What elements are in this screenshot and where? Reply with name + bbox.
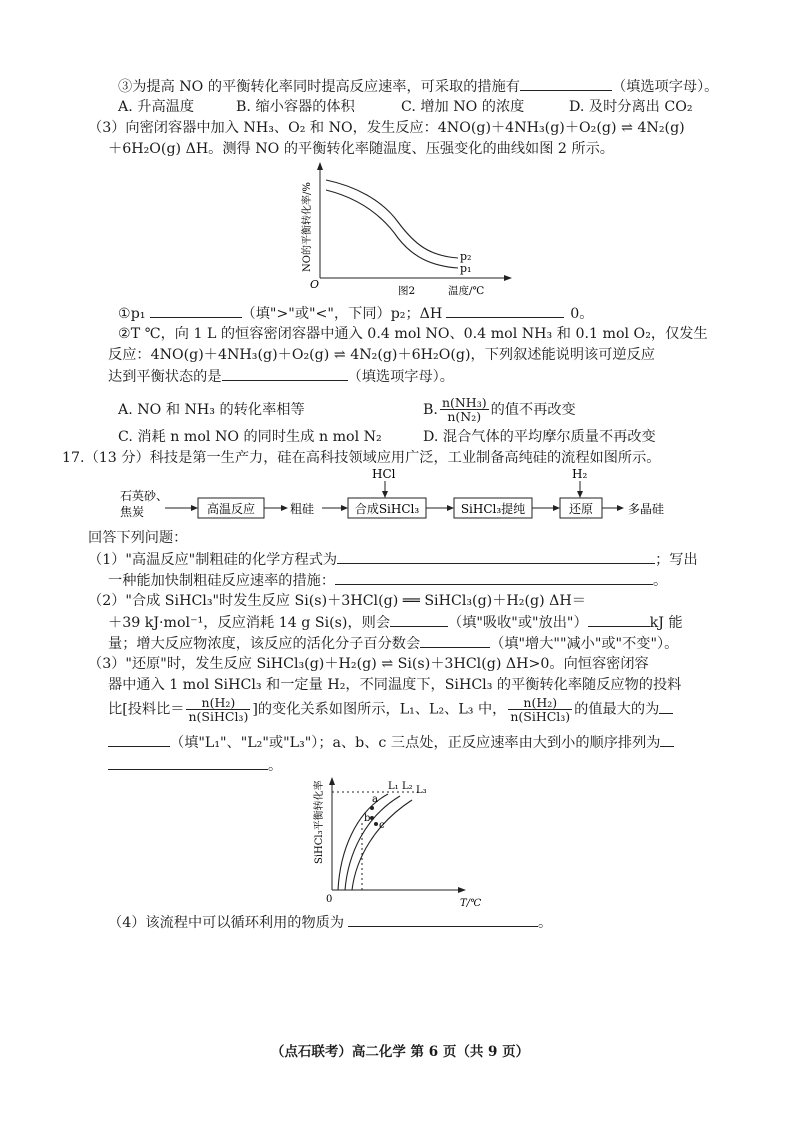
option-b: B. $\frac{\text{n(NH₃)}}{\text{n(N₂)}}$ 的值不再改变 <box>423 395 576 424</box>
flow-box2-label: 合成SiHCl₃ <box>354 502 420 516</box>
y-axis-label: SiHCl₃平衡转化率 <box>314 780 325 864</box>
q17-s2-line1: （2）"合成 SiHCl₃"时发生反应 Si(s)＋3HCl(g) ══ SiHCl₃(g)＋H₂(g) ΔH＝ <box>88 593 586 609</box>
q16-part3: ③为提高 NO 的平衡转化率同时提高反应速率，可采取的措施有 （填选项字母）。 <box>118 76 718 97</box>
q16-q1: ①p₁ （填">"或"<"，下同）p₂；ΔH 0。 <box>118 303 594 324</box>
point-a <box>370 806 374 810</box>
flow-box3-label: SiHCl₃提纯 <box>460 502 526 516</box>
q17-s1-line1: （1）"高温反应"制粗硅的化学方程式为 ；写出 <box>88 549 698 570</box>
figure-3-chart <box>300 772 500 912</box>
x-axis-label: 温度/℃ <box>448 285 485 297</box>
curve-L2 <box>345 796 400 890</box>
q16-q2-line1: ②T ℃，向 1 L 的恒容密闭容器中通入 0.4 mol NO、0.4 mol NH₃ 和 0.1 mol O₂，仅发生 <box>118 326 708 342</box>
x-axis-arrow <box>458 887 466 893</box>
answer-blank[interactable] <box>420 633 490 648</box>
origin-label: 0 <box>326 894 333 905</box>
option-d: D. 混合气体的平均摩尔质量不再改变 <box>423 429 656 445</box>
answer-blank[interactable] <box>337 549 655 564</box>
q17-s1-line2: 一种能加快制粗硅反应速率的措施： 。 <box>108 570 667 591</box>
flow-input-line2: 焦炭 <box>120 505 145 519</box>
q17-s3-line5: 。 <box>108 755 282 776</box>
curve-L1 <box>338 794 388 890</box>
answer-blank[interactable] <box>520 76 612 91</box>
q17-s4: （4）该流程中可以循环利用的物质为 。 <box>108 912 552 933</box>
y-axis-arrow <box>329 777 335 785</box>
flow-box4-label: 还原 <box>568 502 594 516</box>
flow-h2: H₂ <box>572 467 588 481</box>
label-L3: L₃ <box>416 785 427 796</box>
answer-blank[interactable] <box>108 755 268 770</box>
option-d: D. 及时分离出 CO₂ <box>569 99 693 115</box>
answer-blank[interactable] <box>659 699 673 714</box>
q16-sub3-line1: （3）向密闭容器中加入 NH₃、O₂ 和 NO，发生反应：4NO(g)＋4NH₃(g)＋O₂(g) ⇌ 4N₂(g) <box>88 120 685 136</box>
label-L1: L₁ <box>388 781 399 792</box>
option-c: C. 增加 NO 的浓度 <box>401 99 525 115</box>
option-c: C. 消耗 n mol NO 的同时生成 n mol N₂ <box>118 429 382 445</box>
answer-blank[interactable] <box>222 366 348 381</box>
q17-s3-line4: （填"L₁"、"L₂"或"L₃"）；a、b、c 三点处，正反应速率由大到小的顺序排列为 <box>108 732 674 753</box>
answer-blank[interactable] <box>348 912 538 927</box>
figure-caption: 图2 <box>398 285 416 297</box>
answer-blank[interactable] <box>390 612 448 627</box>
answer-blank[interactable] <box>660 732 674 747</box>
q17-answer-prompt: 回答下列问题： <box>88 530 188 546</box>
q17-s3-line3: 比[投料比＝ $\frac{\text{n(H₂)}}{\text{n(SiHCl₃)}}$ ]的变化关系如图所示，L₁、L₂、L₃ 中， $\frac{\text{n(H₂)}}{\text{n(SiHCl₃)}}$ 的值最大的为 <box>108 696 673 723</box>
q16-opt-row1 <box>118 396 576 423</box>
label-p2: p₂ <box>460 250 472 263</box>
x-axis-arrow <box>504 275 512 281</box>
flow-hcl: HCl <box>372 467 396 481</box>
curve-p1 <box>326 190 458 268</box>
q17-flowchart <box>110 466 730 526</box>
answer-blank[interactable] <box>446 303 564 318</box>
y-axis-arrow <box>317 162 323 170</box>
origin-label: O <box>310 278 320 291</box>
q16-sub3-line2: ＋6H₂O(g) ΔH。测得 NO 的平衡转化率随温度、压强变化的曲线如图 2 所示。 <box>108 141 614 157</box>
q17-s2-line2: ＋39 kJ·mol⁻¹，反应消耗 14 g Si(s)，则会 （填"吸收"或"放出"） kJ 能 <box>108 612 683 633</box>
q16-q2-line3: 达到平衡状态的是 （填选项字母）。 <box>108 366 454 387</box>
flow-box1-label: 高温反应 <box>206 502 256 516</box>
q16-options <box>118 97 693 117</box>
answer-blank[interactable] <box>150 303 242 318</box>
page-footer: （点石联考）高二化学 第 6 页（共 9 页） <box>270 1044 530 1060</box>
q17-s3-line1: （3）"还原"时，发生反应 SiHCl₃(g)＋H₂(g) ⇌ Si(s)＋3HCl(g) ΔH>0。向恒容密闭容 <box>88 656 649 672</box>
x-axis-label: T/℃ <box>460 898 482 909</box>
option-b: B. 缩小容器的体积 <box>236 99 355 115</box>
label-a: a <box>372 794 378 805</box>
answer-blank[interactable] <box>108 732 170 747</box>
flow-input-line1: 石英砂、 <box>120 489 169 503</box>
option-a: A. NO 和 NH₃ 的转化率相等 <box>118 401 305 418</box>
answer-blank[interactable] <box>588 612 650 627</box>
point-b <box>370 816 374 820</box>
label-L2: L₂ <box>402 781 413 792</box>
q17-s3-line2: 器中通入 1 mol SiHCl₃ 和一定量 H₂，不同温度下，SiHCl₃ 的平衡转化率随反应物的投料 <box>108 677 682 693</box>
flow-output: 多晶硅 <box>628 502 665 516</box>
label-c: c <box>379 820 385 831</box>
label-p1: p₁ <box>460 262 472 275</box>
flow-mid1: 粗硅 <box>290 502 315 516</box>
q16-q2-line2: 反应：4NO(g)＋4NH₃(g)＋O₂(g) ⇌ 4N₂(g)＋6H₂O(g)，下列叙述能说明该可逆反应 <box>108 347 655 363</box>
q16-opt-row2 <box>118 427 656 447</box>
y-axis-label: NO的平衡转化率/% <box>302 182 313 272</box>
figure-2-chart <box>290 160 520 300</box>
q17-s2-line3: 量；增大反应物浓度，该反应的活化分子百分数会 （填"增大""减小"或"不变"）。 <box>108 633 678 654</box>
answer-blank[interactable] <box>335 570 653 585</box>
curve-L3 <box>352 800 412 890</box>
curve-p2 <box>326 180 458 258</box>
label-b: b <box>364 813 371 824</box>
option-a: A. 升高温度 <box>118 99 195 115</box>
point-c <box>374 822 378 826</box>
q17-title: 17.（13 分）科技是第一生产力，硅在高科技领域应用广泛，工业制备高纯硅的流程如图所示。 <box>62 450 661 466</box>
